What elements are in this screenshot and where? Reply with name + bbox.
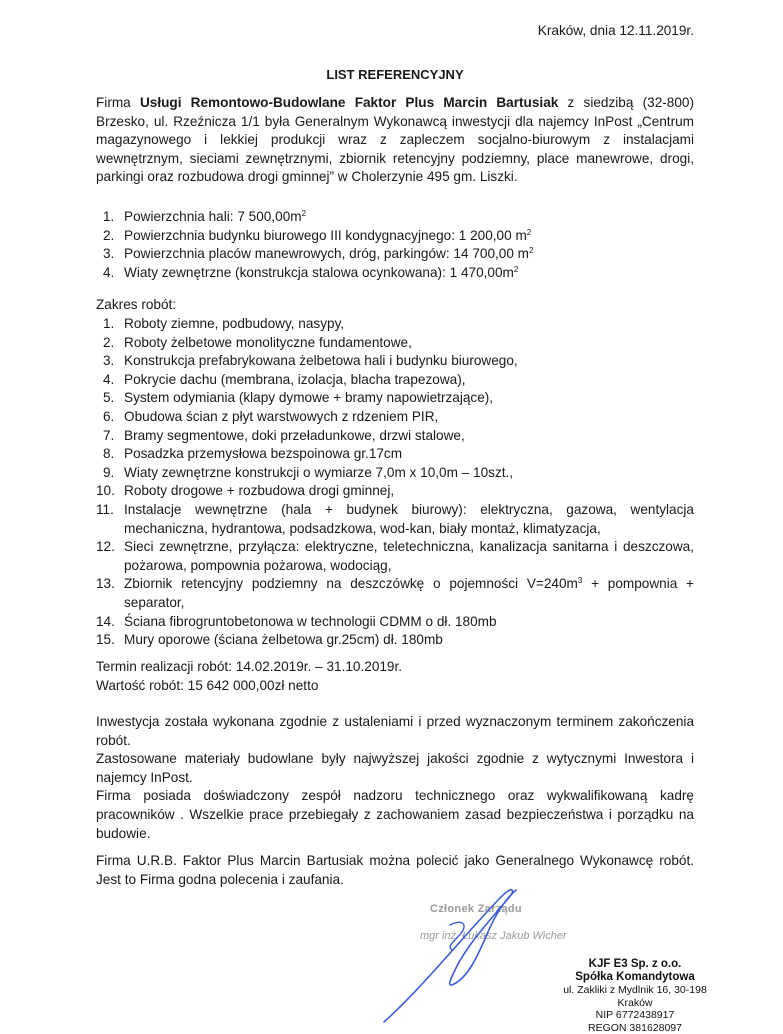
- spec-number: 2.: [103, 227, 114, 246]
- spec-number: 1.: [103, 208, 114, 227]
- letter-title: LIST REFERENCYJNY: [96, 66, 694, 85]
- item-number: 4.: [103, 371, 114, 390]
- closing-section: [96, 713, 694, 843]
- closing-paragraph: Inwestycja została wykonana zgodnie z ustaleniami i przed wyznaczonym terminem zakończenia robót.: [96, 713, 694, 750]
- item-number: 7.: [103, 427, 114, 446]
- scope-item: [96, 315, 694, 334]
- specs-list: [96, 208, 533, 282]
- works-value: Wartość robót: 15 642 000,00zł netto: [96, 677, 318, 696]
- scope-item: [96, 389, 694, 408]
- item-text: Ściana fibrogruntobetonowa w technologii CDMM o dł. 180mb: [124, 614, 497, 629]
- intro-rest: z siedzibą (32-800) Brzesko, ul. Rzeźnicza 1/1 była Generalnym Wykonawcą inwestycji dla najemcy InPost „Centrum magazynowego i lekkiej produkcji wraz z zapleczem socjalno-biurowym z instalacjami wewnętrznym, sieciami zewnętrznymi, zbiornik retencyjny podziemny, place manewrowe, drogi, parkingi oraz rozbudowa drogi gminnej” w Cholerzynie 495 gm. Liszki.: [96, 95, 694, 184]
- spec-text: Powierzchnia hali: 7 500,00m: [124, 209, 302, 224]
- item-text: Zbiornik retencyjny podziemny na deszczówkę o pojemności V=240m: [124, 576, 578, 591]
- superscript: 2: [302, 209, 306, 218]
- item-text: Obudowa ścian z płyt warstwowych z rdzeniem PIR,: [124, 409, 438, 424]
- completion-term: Termin realizacji robót: 14.02.2019r. – 31.10.2019r.: [96, 658, 402, 677]
- item-number: 14.: [96, 613, 115, 632]
- scope-item: [96, 482, 694, 501]
- spec-item: [96, 208, 533, 227]
- item-number: 6.: [103, 408, 114, 427]
- item-number: 9.: [103, 464, 114, 483]
- spec-number: 3.: [103, 245, 114, 264]
- spec-text: Wiaty zewnętrzne (konstrukcja stalowa ocynkowana): 1 470,00m: [124, 265, 514, 280]
- item-text: Instalacje wewnętrzne (hala + budynek biurowy): elektryczna, gazowa, wentylacja mechaniczna, hydrantowa, podsadzkowa, wod-kan, biały montaż, klimatyzacja,: [124, 502, 694, 536]
- closing-paragraph: Zastosowane materiały budowlane były najwyższej jakości zgodnie z wytycznymi Inwestora i najemcy InPost.: [96, 750, 694, 787]
- place-date: Kraków, dnia 12.11.2019r.: [538, 22, 694, 41]
- item-text: Pokrycie dachu (membrana, izolacja, blacha trapezowa),: [124, 372, 466, 387]
- item-number: 5.: [103, 389, 114, 408]
- stamp-company-name: KJF E3 Sp. z o.o.: [545, 958, 725, 971]
- scope-item: [96, 408, 694, 427]
- recommendation-paragraph: Firma U.R.B. Faktor Plus Marcin Bartusiak można polecić jako Generalnego Wykonawcę robót. Jest to Firma godna polecenia i zaufania.: [96, 852, 694, 889]
- item-text: Roboty żelbetowe monolityczne fundamentowe,: [124, 335, 412, 350]
- scope-item: [96, 427, 694, 446]
- intro-paragraph: [96, 94, 694, 187]
- item-text: Posadzka przemysłowa bezspoinowa gr.17cm: [124, 446, 402, 461]
- scope-item: [96, 631, 694, 650]
- item-number: 10.: [96, 482, 115, 501]
- scope-item: [96, 613, 694, 632]
- item-number: 3.: [103, 352, 114, 371]
- signature-stroke: [384, 890, 516, 1022]
- contractor-name: Usługi Remontowo-Budowlane Faktor Plus Marcin Bartusiak: [140, 95, 558, 110]
- item-number: 13.: [96, 575, 115, 594]
- spec-item: [96, 264, 533, 283]
- superscript: 3: [578, 576, 582, 585]
- closing-paragraph: Firma posiada doświadczony zespół nadzoru technicznego oraz wykwalifikowaną kadrę pracowników . Wszelkie prace przebiegały z zachowaniem zasad bezpieczeństwa i porządku na budowie.: [96, 787, 694, 843]
- spec-item: [96, 227, 533, 246]
- item-text-after: + pompownia + separator,: [124, 576, 694, 610]
- item-text: Wiaty zewnętrzne konstrukcji o wymiarze 7,0m x 10,0m – 10szt.,: [124, 465, 513, 480]
- intro-prefix: Firma: [96, 95, 140, 110]
- item-text: Mury oporowe (ściana żelbetowa gr.25cm) dł. 180mb: [124, 632, 443, 647]
- item-number: 11.: [96, 501, 114, 520]
- scope-list: [96, 315, 694, 650]
- spec-item: [96, 245, 533, 264]
- superscript: 2: [529, 246, 533, 255]
- item-text: System odymiania (klapy dymowe + bramy napowietrzające),: [124, 390, 493, 405]
- item-number: 8.: [103, 445, 114, 464]
- superscript: 2: [514, 265, 518, 274]
- company-stamp: [545, 958, 725, 1034]
- superscript: 2: [527, 228, 531, 237]
- item-number: 12.: [96, 538, 115, 557]
- item-text: Bramy segmentowe, doki przeładunkowe, drzwi stalowe,: [124, 428, 465, 443]
- item-text: Roboty drogowe + rozbudowa drogi gminnej,: [124, 483, 394, 498]
- scope-item: [96, 371, 694, 390]
- scope-item: [96, 334, 694, 353]
- item-number: 1.: [103, 315, 114, 334]
- handwritten-signature: [380, 880, 540, 1030]
- scope-item: [96, 464, 694, 483]
- stamp-company-type: Spółka Komandytowa: [545, 971, 725, 984]
- item-text: Konstrukcja prefabrykowana żelbetowa hali i budynku biurowego,: [124, 353, 518, 368]
- item-number: 2.: [103, 334, 114, 353]
- scope-item: [96, 445, 694, 464]
- spec-text: Powierzchnia budynku biurowego III kondygnacyjnego: 1 200,00 m: [124, 228, 527, 243]
- item-text: Sieci zewnętrzne, przyłącza: elektryczne, teletechniczna, kanalizacja sanitarna i deszczowa, pożarowa, pompownia pożarowa, wodociąg,: [124, 539, 694, 573]
- stamp-regon: REGON 381628097: [545, 1022, 725, 1034]
- stamp-nip: NIP 6772438917: [545, 1009, 725, 1022]
- stamp-address: ul. Zakliki z Mydlnik 16, 30-198 Kraków: [545, 984, 725, 1009]
- signatory-name: mgr inż. Łukasz Jakub Wicher: [420, 927, 567, 946]
- scope-item: [96, 352, 694, 371]
- spec-text: Powierzchnia placów manewrowych, dróg, parkingów: 14 700,00 m: [124, 246, 529, 261]
- scope-item: [96, 501, 694, 538]
- scope-item: [96, 575, 694, 612]
- item-number: 15.: [96, 631, 115, 650]
- scope-item: [96, 538, 694, 575]
- signatory-role: Członek Zarządu: [430, 900, 522, 919]
- spec-number: 4.: [103, 264, 114, 283]
- item-text: Roboty ziemne, podbudowy, nasypy,: [124, 316, 344, 331]
- scope-heading: Zakres robót:: [96, 296, 176, 315]
